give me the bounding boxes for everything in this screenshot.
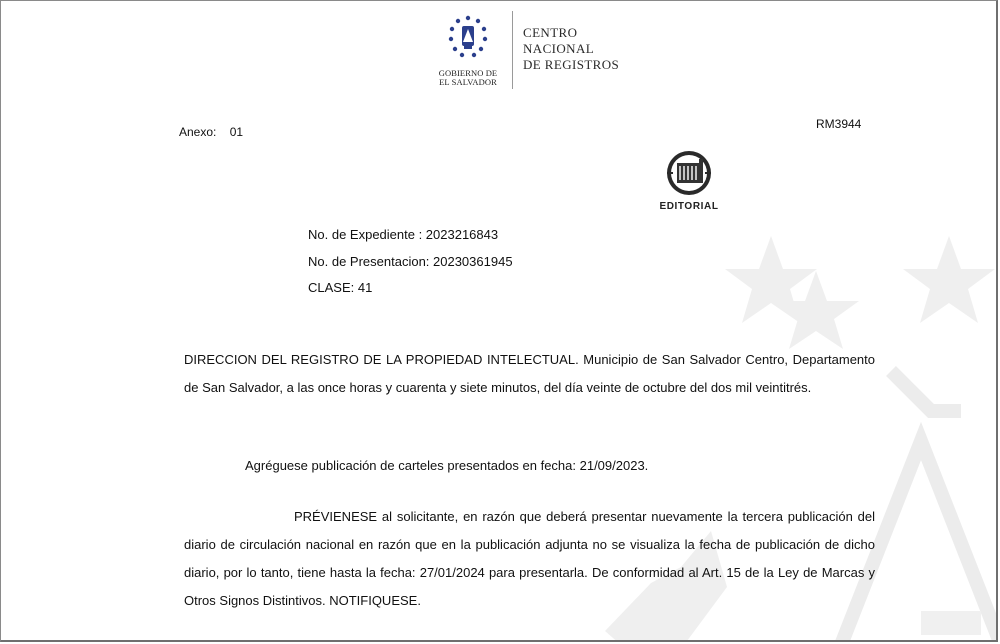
org-name [523, 25, 647, 73]
annex-label: Anexo: [179, 125, 217, 139]
class-number: CLASE: 41 [308, 280, 373, 295]
annex-value: 01 [229, 125, 244, 139]
editorial-label: EDITORIAL [659, 201, 719, 212]
presentation-number: No. de Presentacion: 20230361945 [308, 253, 513, 269]
gov-logo-text [429, 69, 507, 87]
org-name-line-3: DE REGISTROS [523, 57, 620, 72]
org-name-line-2: NACIONAL [523, 41, 595, 56]
header-logo [429, 9, 647, 95]
notice-paragraph: PRÉVIENESE al solicitante, en razón que deberá presentar nuevamente la tercera publicación del diario de circulación nacional en razón que en la publicación adjunta no se visualiza la fecha de publicación de dicho diario, por lo tanto, tiene hasta la fecha: 27/01/2024 para presentarla. De conformidad al Art. 15 de la Ley de Marcas y Otros Signos Distintivos. NOTIFIQUESE. [184, 509, 875, 608]
el-salvador-seal-icon [429, 9, 507, 69]
gov-logo-line-1: GOBIERNO DE [438, 68, 498, 78]
reference-code: RM3944 [816, 117, 862, 131]
logo-divider [512, 11, 513, 89]
file-metadata [308, 222, 513, 302]
editorial-stamp [651, 149, 727, 215]
annex [179, 125, 243, 139]
expediente-number: No. de Expediente : 2023216843 [308, 227, 499, 242]
editorial-stamp-icon [651, 149, 727, 201]
gov-logo-line-2: EL SALVADOR [439, 77, 497, 87]
resolution-paragraph: DIRECCION DEL REGISTRO DE LA PROPIEDAD INTELECTUAL. Municipio de San Salvador Centro, Departamento de San Salvador, a las once horas y cuarenta y siete minutos, del día veinte de octubre del dos mil veintitrés. [184, 352, 875, 395]
org-name-line-1: CENTRO [523, 25, 578, 40]
attachment-paragraph: Agréguese publicación de carteles presentados en fecha: 21/09/2023. [245, 458, 649, 473]
gov-logo [429, 9, 507, 95]
